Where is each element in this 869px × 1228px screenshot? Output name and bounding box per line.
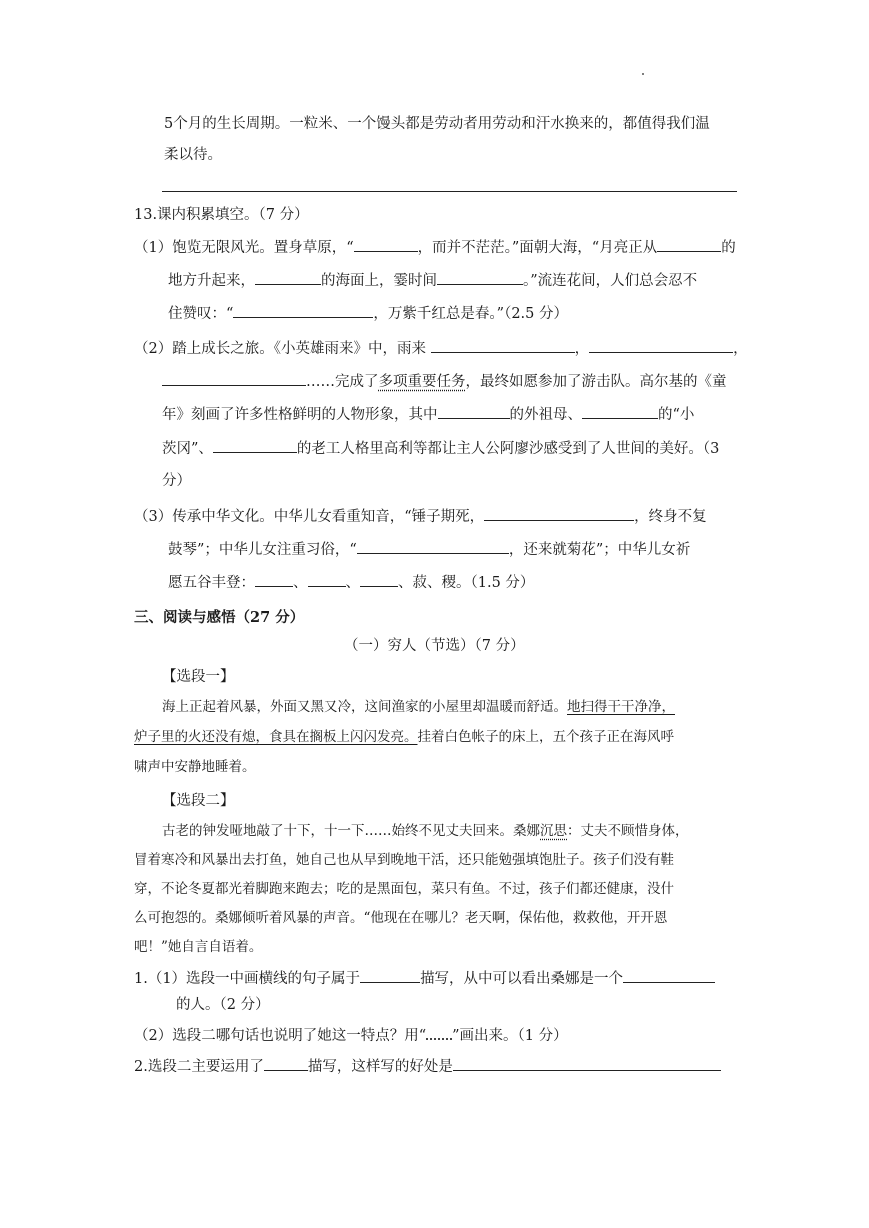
excerpt-2-line-2: 冒着寒冷和风暴出去打鱼，她自己也从早到晚地干活，还只能勉强填饱肚子。孩子们没有鞋 [134,852,674,868]
text: 愿五谷丰登： [168,575,255,591]
q13-2-line-d [162,438,719,459]
fill-blank[interactable] [484,506,634,521]
text: ……完成了 [306,374,379,390]
underlined-sentence: 炉子里的火还没有熄，食具在搁板上闪闪发亮。 [134,729,418,745]
text: ：丈夫不顾惜身体， [567,823,689,839]
fill-blank[interactable] [308,572,346,587]
fill-blank[interactable] [213,438,297,453]
fill-blank[interactable] [255,572,293,587]
q13-3-line-a [134,506,707,527]
text: 的 [721,240,736,256]
text: 。”流连花间，人们总会忍不 [523,273,698,289]
q13-2-line-c [162,404,694,425]
excerpt-1-line-1 [162,697,675,717]
q13-3-line-c [168,572,534,593]
text: 的老工人格里高利等都让主人公阿廖沙感受到了人世间的美好。（3 [296,441,720,457]
text: 海上正起着风暴，外面又黑又冷，这间渔家的小屋里却温暖而舒适。 [162,699,567,715]
text: （3）传承中华文化。中华儿女看重知音，“锤子期死， [134,509,485,525]
section-3-title: 三、阅读与感悟（27 分） [134,609,305,626]
q13-2-line-e: 分） [162,473,191,489]
fill-blank[interactable] [453,1056,721,1071]
text: 描写，这样写的好处是 [307,1059,453,1075]
fill-blank[interactable] [431,338,575,353]
text: 1.（1）选段一中画横线的句子属于 [134,971,361,987]
intro-line-1: 5个月的生长周期。一粒米、一个馒头都是劳动者用劳动和汗水换来的，都值得我们温 [164,116,710,132]
text: ， [733,341,748,357]
excerpt-1-line-3: 啸声中安静地睡着。 [134,759,256,775]
wavy-line-mark [426,1028,452,1040]
excerpt-2-line-1 [162,821,689,841]
text: 鼓琴”；中华儿女注重习俗，“ [168,542,357,558]
q13-1-line-b [168,270,697,291]
intro-line-2: 柔以待。 [164,147,222,163]
fill-blank[interactable] [360,968,420,983]
text: 茨冈”、 [162,441,213,457]
excerpt-2-line-5: 吧！”她自言自语着。 [134,939,263,955]
text: 、菽、稷。（1.5 分） [398,575,535,591]
text: ”画出来。（1 分） [452,1028,568,1044]
question-1-1 [134,968,715,989]
text: 的“小 [658,407,695,423]
text: 、 [345,575,360,591]
fill-blank[interactable] [233,303,373,318]
excerpt-1-label: 【选段一】 [162,669,235,685]
text: 住赞叹：“ [168,306,234,322]
text: 、 [293,575,308,591]
excerpt-2-label: 【选段二】 [162,793,235,809]
answer-line[interactable] [162,191,737,192]
text: ，还来就菊花”；中华儿女祈 [508,542,691,558]
q13-2-line-a [134,338,748,359]
text: （2）踏上成长之旅。《小英雄雨来》中，雨来 [134,341,426,357]
question-2 [134,1056,721,1077]
excerpt-1-line-2 [134,727,674,747]
fill-blank[interactable] [582,404,658,419]
excerpt-2-line-3: 穿，不论冬夏都光着脚跑来跑去；吃的是黑面包，菜只有鱼。不过，孩子们都还健康，没什 [134,881,674,897]
q13-1-line-a [134,237,736,258]
question-1-1-cont: 的人。（2 分） [176,997,270,1013]
question-1-2 [134,1026,568,1046]
text: 挂着白色帐子的床上，五个孩子正在海风呼 [417,729,674,745]
text: 古老的钟发哑地敲了十下，十一下……始终不见丈夫回来。桑娜 [162,823,540,839]
reading-subtitle: （一）穷人（节选）（7 分） [344,638,525,654]
scan-dot [642,73,644,75]
fill-blank[interactable] [357,539,509,554]
text: 地方升起来， [168,273,255,289]
text: ，最终如愿参加了游击队。高尔基的《童 [465,374,727,390]
underlined-sentence: 地扫得干干净净， [567,699,675,715]
q13-1-line-c [168,303,568,324]
fill-blank[interactable] [437,270,523,285]
fill-blank[interactable] [255,270,321,285]
fill-blank[interactable] [354,237,418,252]
text: （2）选段二哪句话也说明了她这一特点？用“ [134,1028,427,1044]
text: 描写，从中可以看出桑娜是一个 [420,971,624,987]
text: ，万紫千红总是春。”（2.5 分） [373,306,569,322]
fill-blank[interactable] [657,237,721,252]
text: 年》刻画了许多性格鲜明的人物形象，其中 [162,407,438,423]
q13-2-line-b [162,371,727,392]
fill-blank[interactable] [264,1056,308,1071]
fill-blank[interactable] [589,338,733,353]
fill-blank[interactable] [360,572,398,587]
dotted-emphasis: 沉思 [540,823,567,839]
excerpt-2-line-4: 么可抱怨的。桑娜倾听着风暴的声音。“他现在在哪儿？老天啊，保佑他，救救他，开开恩 [134,910,668,926]
text: （1）饱览无限风光。置身草原，“ [134,240,354,256]
text: ，终身不复 [634,509,707,525]
text: 的海面上，霎时间 [321,273,437,289]
fill-blank[interactable] [438,404,510,419]
fill-blank[interactable] [623,968,715,983]
text: 2.选段二主要运用了 [134,1059,264,1075]
fill-blank[interactable] [162,371,306,386]
dotted-emphasis: 多项重要任务 [378,374,466,390]
q13-3-line-b [168,539,690,560]
q13-title: 13.课内积累填空。（7 分） [134,207,309,223]
text: ， [574,341,590,357]
text: 的外祖母、 [509,407,582,423]
text: ，而并不茫茫。”面朝大海，“月亮正从 [417,240,658,256]
